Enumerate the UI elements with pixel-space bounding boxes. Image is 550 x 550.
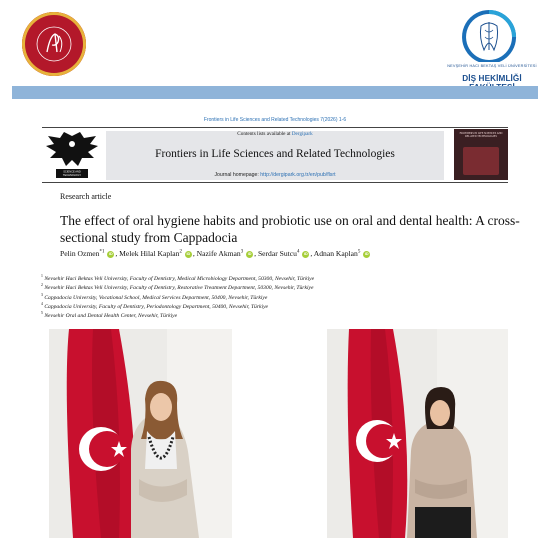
orcid-icon[interactable]: iD: [247, 251, 252, 256]
author-name: Pelin Ozmen: [60, 249, 100, 258]
affiliation-number: 3: [41, 292, 43, 297]
affiliation-number: 4: [41, 301, 43, 306]
faculty-university-text: NEVŞEHİR HACI BEKTAŞ VELİ ÜNİVERSİTESİ: [447, 64, 537, 68]
author-affil-sup: 4: [296, 249, 300, 255]
orcid-icon[interactable]: iD: [186, 251, 191, 256]
affiliation-text: Nevsehir Oral and Dental Health Center, Nevsehir, Türkiye: [44, 312, 178, 319]
article-title: The effect of oral hygiene habits and probiotic use on oral and dental health: A cross-sectional study from Cappadocia: [60, 213, 520, 245]
contents-prefix-text: Contents lists available at: [237, 131, 292, 137]
affiliation-text: Cappadocia University, Faculty of Dentistry, Periodontology Department, 50400, Nevsehir, Türkiye: [44, 303, 269, 310]
homepage-prefix-text: Journal homepage:: [214, 172, 261, 178]
author-affil-sup: 3: [240, 249, 244, 255]
affiliation-text: Cappadocia University, Vocational School, Medical Services Department, 50400, Nevsehir, Türkiye: [44, 294, 268, 301]
eagle-emblem-icon: [42, 130, 102, 180]
dergipark-link[interactable]: Dergipark: [291, 131, 313, 137]
university-seal-logo: [22, 12, 86, 76]
orcid-icon[interactable]: iD: [364, 251, 369, 256]
author-affil-sup: *1: [99, 249, 105, 255]
seal-emblem-icon: [22, 12, 86, 76]
journal-title: Frontiers in Life Sciences and Related Technologies: [155, 148, 395, 160]
author-photo-right: [327, 329, 508, 538]
author-name: Adnan Kaplan: [313, 249, 358, 258]
journal-reference-link[interactable]: Frontiers in Life Sciences and Related Technologies 7(2026) 1-6: [203, 117, 347, 123]
header-top-rule: [42, 127, 508, 128]
faculty-of-dentistry-logo: [447, 8, 537, 84]
affiliation-item: [41, 310, 511, 319]
svg-text:SCIENCE AND: SCIENCE AND: [63, 170, 81, 174]
article-type-label: Research article: [60, 192, 112, 201]
cover-artwork: [463, 147, 499, 175]
affiliation-item: [41, 292, 511, 301]
affiliation-text: Nevsehir Haci Bektas Veli University, Faculty of Dentistry, Medical Microbiology Department, 50300, Nevsehir, Türkiye: [44, 275, 315, 282]
affiliation-number: 1: [41, 274, 43, 278]
orcid-icon[interactable]: iD: [303, 251, 308, 256]
portrait-with-flag-image: [327, 329, 508, 538]
svg-text:TECHNOLOGY: TECHNOLOGY: [62, 174, 82, 177]
orcid-icon[interactable]: iD: [108, 251, 113, 256]
affiliation-list: [41, 273, 511, 319]
tooth-emblem-icon: [459, 10, 519, 62]
author-affil-sup: 2: [179, 249, 182, 255]
author-name: Nazife Akman: [196, 249, 241, 258]
journal-homepage-line: [106, 172, 444, 178]
cover-title-text: FRONTIERS IN LIFE SCIENCES AND RELATED TECHNOLOGIES: [459, 132, 503, 138]
affiliation-item: [41, 273, 511, 282]
affiliation-item: [41, 301, 511, 310]
author-list: Pelin Ozmen$^{*1}$ iD , Melek Hilal Kaplan$^2$ iD , Nazife Akman$^3$ iD , Serdar Sutcu$^4$ iD , Adnan Kaplan$^5$ iD: [60, 249, 369, 258]
blue-divider-bar: [12, 86, 538, 99]
portrait-with-flag-image: [49, 329, 232, 538]
affiliation-item: [41, 282, 511, 291]
author-affil-sup: 5: [357, 249, 361, 255]
author-name: Melek Hilal Kaplan: [119, 249, 180, 258]
journal-cover-thumbnail: [454, 129, 508, 180]
contents-available-line: [106, 131, 444, 137]
publisher-logo: [42, 130, 102, 180]
author-name: Serdar Sutcu: [257, 249, 297, 258]
affiliation-number: 2: [41, 283, 43, 288]
faculty-name-text: DİŞ HEKİMLİĞİ: [462, 74, 522, 83]
author-photo-left: [49, 329, 232, 538]
homepage-url-link[interactable]: http://dergipark.org.tr/en/pub/flsrt: [260, 172, 336, 178]
affiliation-text: Nevsehir Haci Bektas Veli University, Faculty of Dentistry, Restorative Treatment Department, 50300, Nevsehir, Türkiye: [44, 285, 314, 292]
affiliation-number: 5: [41, 311, 43, 316]
header-bottom-rule: [42, 182, 508, 183]
